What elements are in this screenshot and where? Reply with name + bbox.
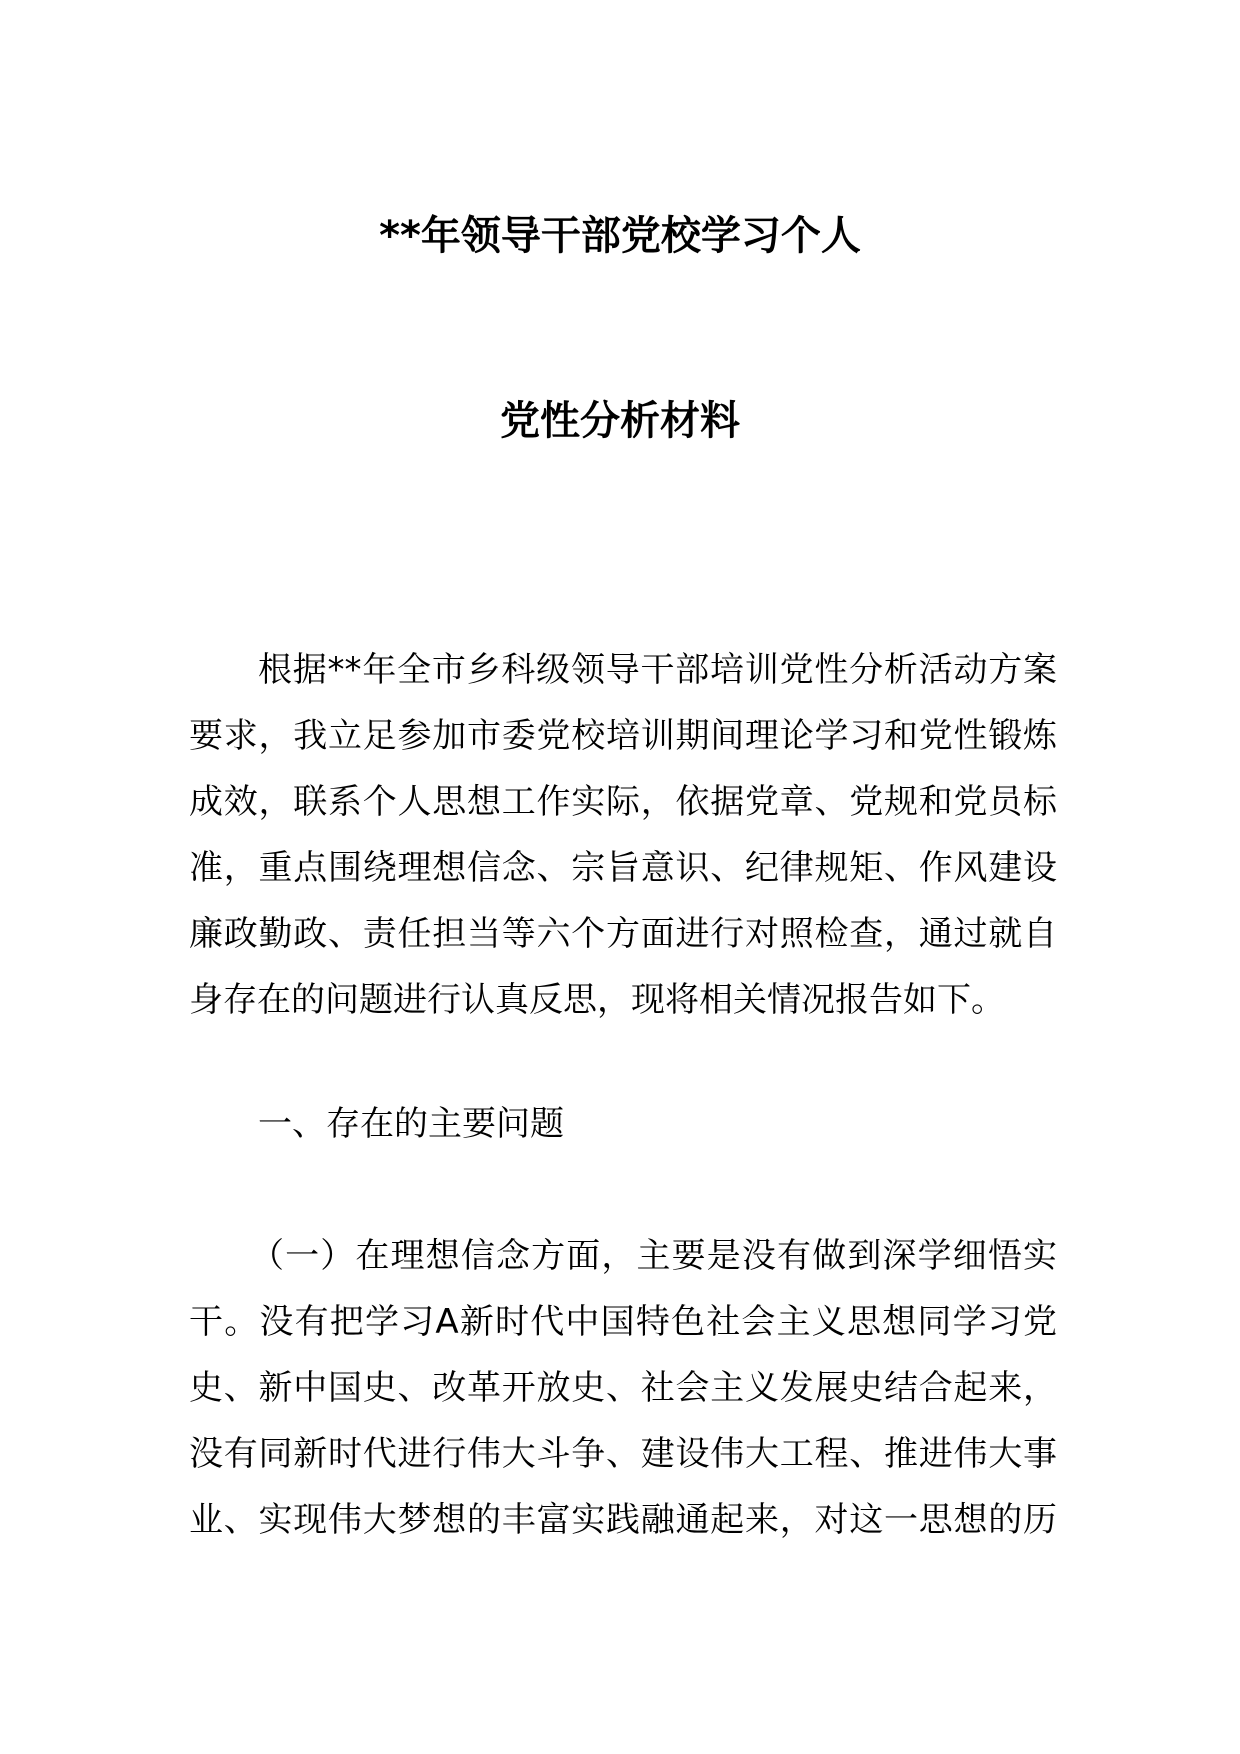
paragraph-line: 没有同新时代进行伟大斗争、建设伟大工程、推进伟大事 — [189, 1434, 1057, 1474]
paragraph-line: 史、新中国史、改革开放史、社会主义发展史结合起来， — [189, 1368, 1057, 1408]
paragraph-line: 廉政勤政、责任担当等六个方面进行对照检查，通过就自 — [189, 914, 1057, 954]
paragraph-line: 业、实现伟大梦想的丰富实践融通起来，对这一思想的历 — [189, 1500, 1057, 1540]
paragraph-line: 根据**年全市乡科级领导干部培训党性分析活动方案 — [258, 650, 1057, 690]
paragraph-line: （一）在理想信念方面，主要是没有做到深学细悟实 — [250, 1236, 1057, 1276]
paragraph-line: 要求，我立足参加市委党校培训期间理论学习和党性锻炼 — [189, 716, 1057, 756]
paragraph-line: 干。没有把学习A新时代中国特色社会主义思想同学习党 — [189, 1302, 1057, 1342]
section-heading: 一、存在的主要问题 — [258, 1104, 564, 1144]
paragraph-line: 成效，联系个人思想工作实际，依据党章、党规和党员标 — [189, 782, 1057, 822]
document-title-line-2: 党性分析材料 — [500, 398, 740, 444]
paragraph-line: 身存在的问题进行认真反思，现将相关情况报告如下。 — [189, 980, 1005, 1020]
paragraph-line: 准，重点围绕理想信念、宗旨意识、纪律规矩、作风建设 — [189, 848, 1057, 888]
document-title-line-1: **年领导干部党校学习个人 — [379, 213, 861, 259]
